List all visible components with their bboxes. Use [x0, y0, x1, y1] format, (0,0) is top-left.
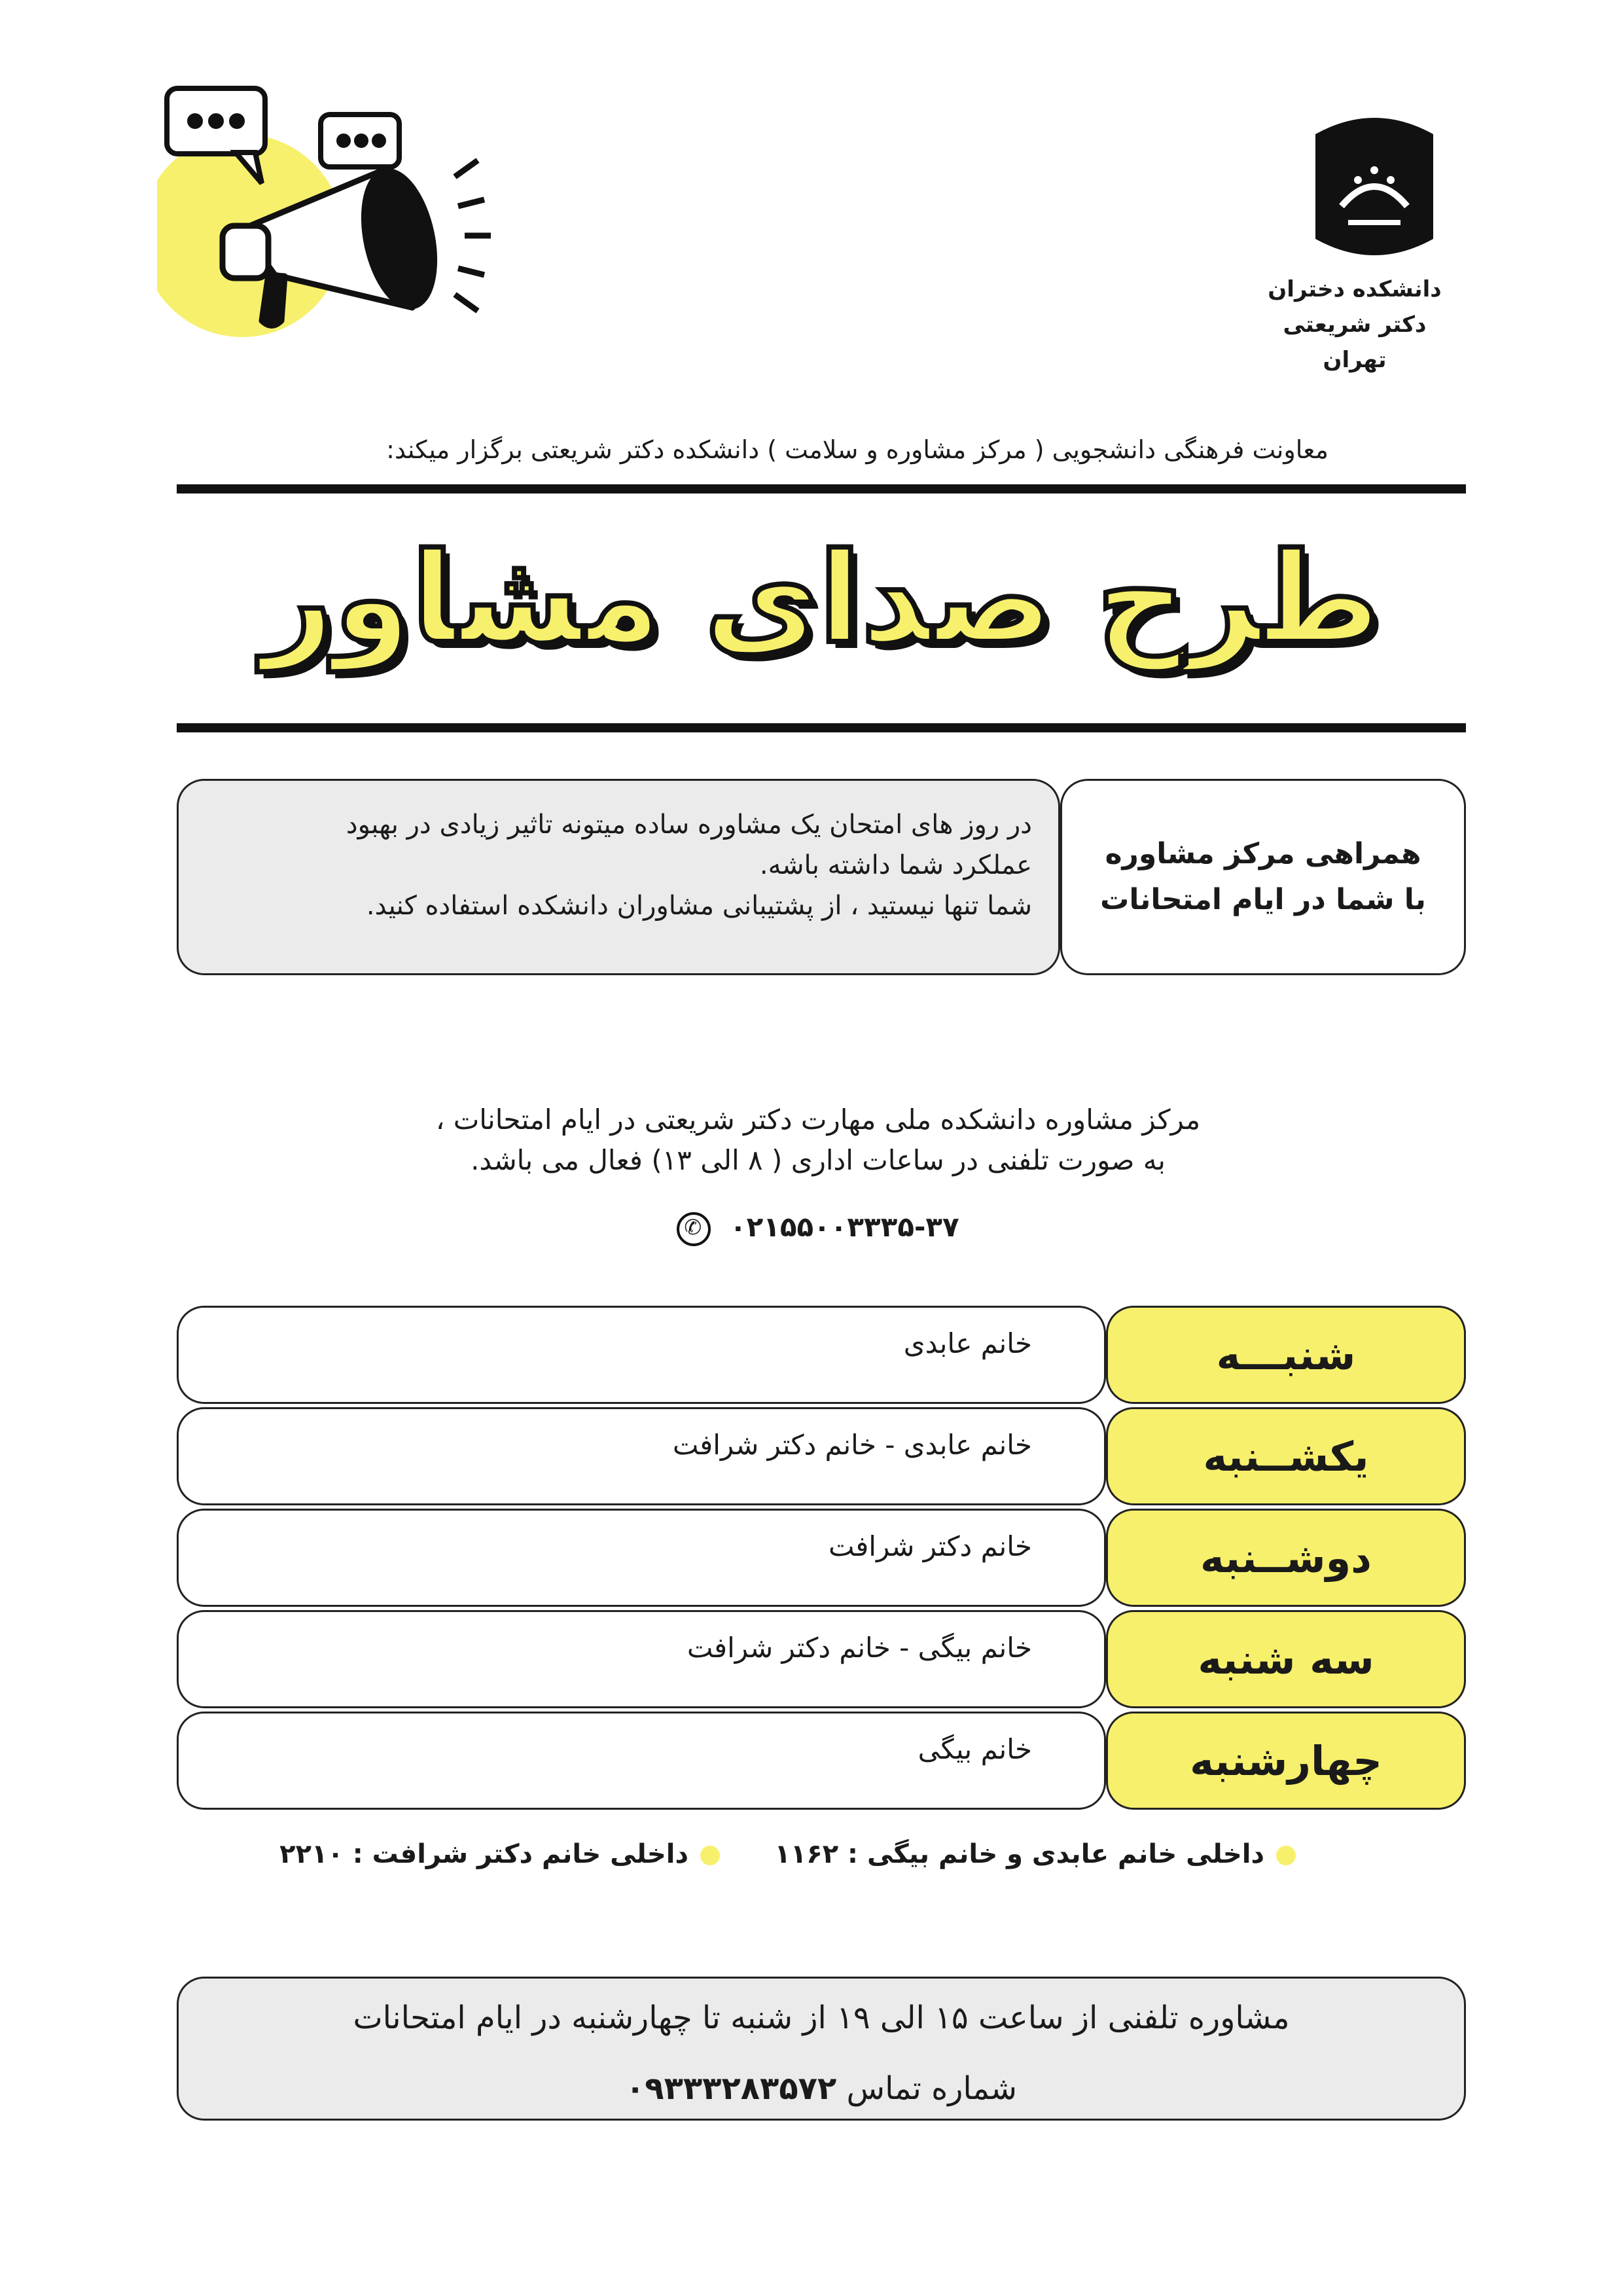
intro-text: معاونت فرهنگی دانشجویی ( مرکز مشاوره و سلامت ) دانشکده دکتر شریعتی برگزار میکند:	[386, 435, 1329, 464]
top-divider	[177, 484, 1466, 493]
schedule-day: چهارشنبه	[1106, 1712, 1466, 1810]
footer-line1: مشاوره تلفنی از ساعت ۱۵ الی ۱۹ از شنبه تا چهارشنبه در ایام امتحانات	[353, 2000, 1290, 2036]
highlight-line1: همراهی مرکز مشاوره	[1105, 837, 1421, 870]
schedule-day: سه شنبه	[1106, 1610, 1466, 1708]
center-info-line2: به صورت تلفنی در ساعات اداری ( ۸ الی ۱۳) فعال می باشد.	[471, 1144, 1166, 1176]
message-line3: شما تنها نیستید ، از پشتیبانی مشاوران دانشکده استفاده کنید.	[366, 891, 1032, 921]
footer-contact-number[interactable]: ۰۹۳۳۳۲۸۳۵۷۲	[625, 2070, 837, 2107]
footer-line2	[179, 2053, 1464, 2124]
center-info-line1: مرکز مشاوره دانشکده ملی مهارت دکتر شریعتی در ایام امتحانات ،	[435, 1103, 1201, 1136]
schedule-names: خانم دکتر شرافت	[177, 1509, 1106, 1607]
message-line2: عملکرد شما داشته باشه.	[759, 850, 1032, 880]
schedule-day: شنبـــه	[1106, 1306, 1466, 1404]
center-info	[177, 1100, 1459, 1181]
extension-second-text: داخلی خانم دکتر شرافت : ۲۲۱۰	[279, 1839, 688, 1869]
schedule-day: دوشــنبه	[1106, 1509, 1466, 1607]
message-line1: در روز های امتحان یک مشاوره ساده میتونه تاثیر زیادی در بهبود	[346, 810, 1032, 840]
university-logo	[1302, 108, 1446, 272]
extension-second	[279, 1839, 720, 1869]
highlight-line2: با شما در ایام امتحانات	[1100, 883, 1426, 916]
poster-title: طرح صدای مشاور	[262, 526, 1381, 671]
speech-bubble-icon	[321, 115, 399, 167]
logo-caption-line2: دکتر شریعتی تهران	[1283, 312, 1427, 373]
extension-first	[774, 1839, 1296, 1869]
phone-icon	[677, 1212, 711, 1246]
logo-caption-line1: دانشکده دختران	[1268, 276, 1442, 302]
schedule-names: خانم عابدی - خانم دکتر شرافت	[177, 1407, 1106, 1505]
bullet-dot-icon	[1276, 1846, 1296, 1865]
extension-first-text: داخلی خانم عابدی و خانم بیگی : ۱۱۶۲	[774, 1839, 1264, 1869]
schedule-names: خانم بیگی - خانم دکتر شرافت	[177, 1610, 1106, 1708]
schedule-day: یکشــنبه	[1106, 1407, 1466, 1505]
phone-number[interactable]: ۰۲۱۵۵۰۰۳۳۳۵-۳۷	[729, 1211, 959, 1243]
schedule-names: خانم بیگی	[177, 1712, 1106, 1810]
bottom-divider	[177, 723, 1466, 732]
footer-card	[177, 1977, 1466, 2121]
logo-caption	[1257, 272, 1453, 378]
bullet-dot-icon	[700, 1846, 720, 1865]
footer-contact-label: شماره تماس	[846, 2070, 1018, 2107]
logo-emblem	[1302, 108, 1446, 272]
schedule-names: خانم عابدی	[177, 1306, 1106, 1404]
highlight-card	[1060, 779, 1466, 975]
phone-row	[177, 1211, 1459, 1246]
megaphone-illustration	[157, 79, 497, 353]
message-card	[177, 779, 1060, 975]
